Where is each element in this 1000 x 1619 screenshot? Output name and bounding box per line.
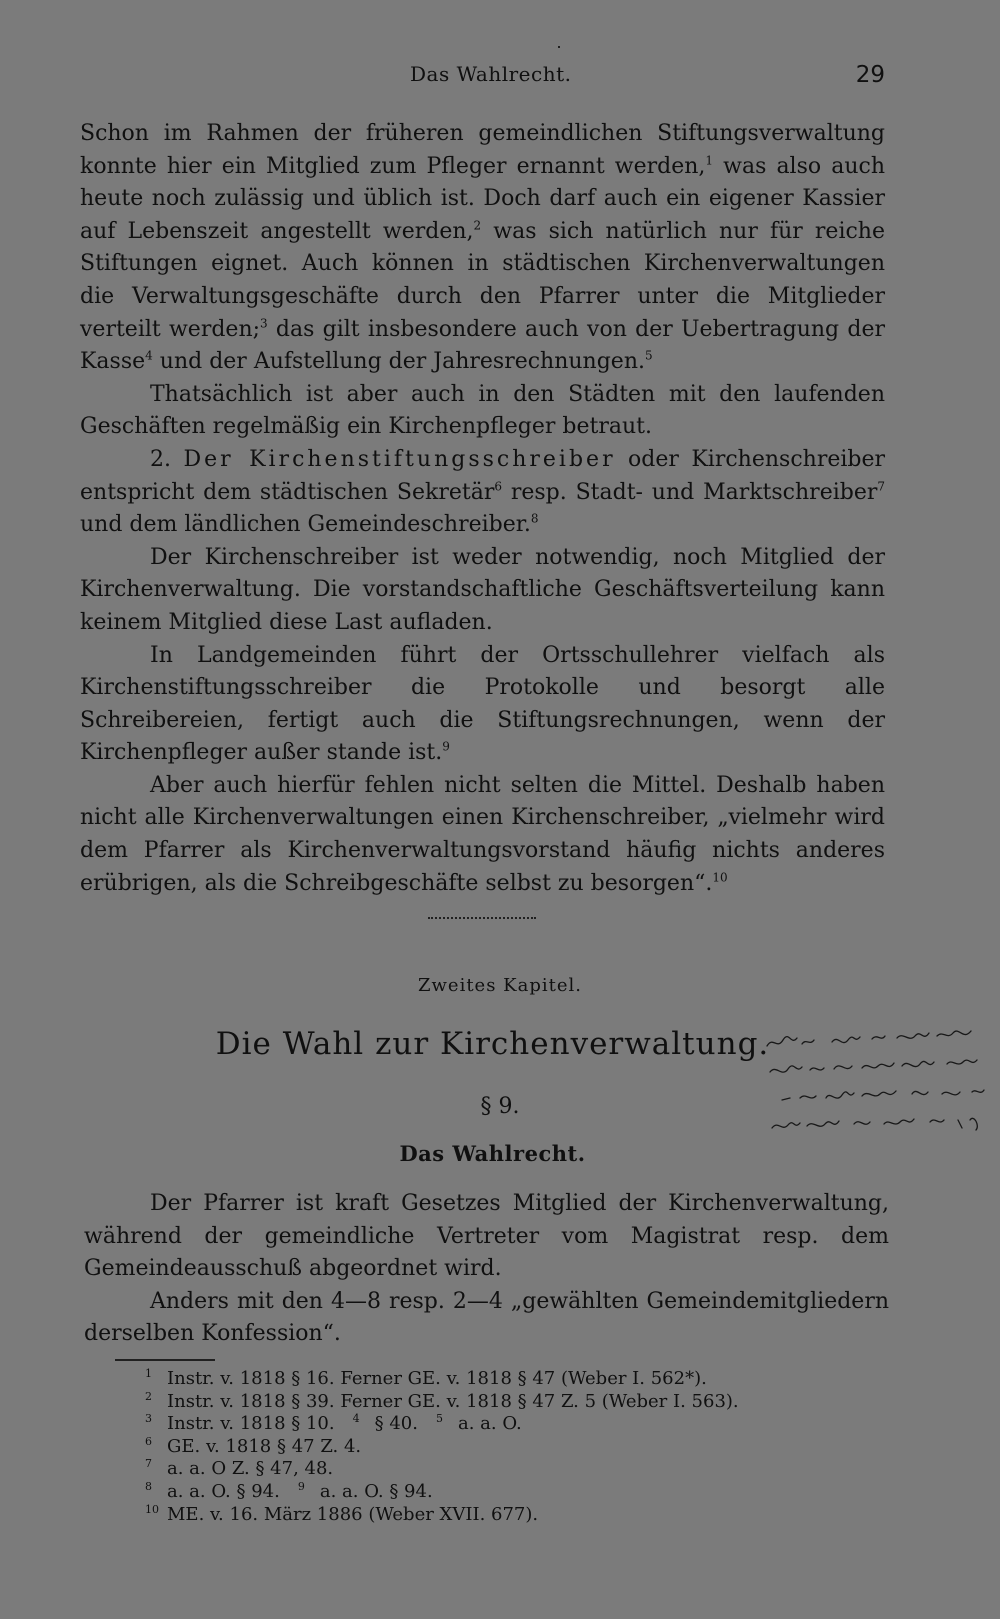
paragraph-7 [84,1188,889,1286]
page-number: 29 [855,62,885,88]
footnote: 7 a. a. O Z. § 47, 48. [145,1457,334,1480]
footnote-ref: 1 [705,153,714,168]
footnote: 6 GE. v. 1818 § 47 Z. 4. [145,1434,362,1457]
text-run: Schon im Rahmen der früheren gemeindlichen Stiftungsverwaltung konnte hier ein Mitglied zum Pfleger ernannt werden, [80,121,885,179]
ink-speck [558,46,560,48]
footnote-text: a. a. O. § 94. [319,1480,433,1502]
footnote: 2 Instr. v. 1818 § 39. Ferner GE. v. 1818 § 47 Z. 5 (Weber I. 563). [145,1389,739,1412]
footnote: 3 Instr. v. 1818 § 10. 4 § 40. 5 a. a. O. [145,1412,522,1435]
footnote-ref: 9 [442,739,450,754]
footnotes [145,1368,905,1526]
footnote-ref: 7 [877,479,886,494]
paragraph-2 [80,379,885,444]
footnote-text: Instr. v. 1818 § 16. Ferner GE. v. 1818 § 47 (Weber I. 562*). [167,1368,707,1389]
footnote-text: § 40. [374,1413,418,1435]
text-run: was also auch heute noch zulässig und üblich ist. Doch darf auch ein eigener Kassier auf Lebenszeit angestellt werden, [80,153,885,244]
paragraph-4 [80,542,885,640]
footnote-ref: 10 [712,870,728,885]
paragraph-6 [80,770,885,900]
running-title: Das Wahlrecht. [410,62,572,86]
section-divider [428,917,536,919]
footnote-ref: 3 [260,316,268,331]
footnote-separator [115,1359,215,1361]
paragraph-title: Das Wahlrecht. [399,1141,586,1166]
text-run: das gilt insbesondere auch von der Uebertragung der Kasse [80,316,885,375]
main-text-top [80,118,885,900]
footnote-ref: 2 [473,218,482,233]
text-run: und der Aufstellung der Jahresrechnungen. [152,349,645,375]
chapter-title: Die Wahl zur Kirchenverwaltung. [215,1026,770,1062]
footnote-ref: 6 [494,479,503,494]
item-number: 2. [150,446,184,472]
footnote-ref: 8 [530,511,539,526]
chapter-label: Zweites Kapitel. [418,975,582,996]
text-run: Thatsächlich ist aber auch in den Städten mit den laufenden Geschäften regelmäßig ein Kirchenpfleger betraut. [80,381,885,440]
paragraph-8 [84,1286,889,1351]
paragraph-5 [80,640,885,770]
footnote-text: a. a. O. [457,1413,522,1435]
text-run: resp. Stadt- und Marktschreiber [502,479,878,505]
footnote-ref: 4 [145,348,153,363]
text-run: Der Kirchenschreiber ist weder notwendig, noch Mitglied der Kirchenverwaltung. Die vorstandschaftliche Geschäftsverteilung kann keinem Mitglied diese Last aufladen. [80,544,885,635]
text-run: Aber auch hierfür fehlen nicht selten die Mittel. Deshalb haben nicht alle Kirchenverwaltungen einen Kirchenschreiber, „vielmehr wird dem Pfarrer als Kirchenverwaltungsvorstand häufig nichts anderes erübrigen, als die Schreibgeschäfte selbst zu besorgen“. [80,772,885,896]
footnote-ref: 5 [645,348,653,363]
footnote-text: Instr. v. 1818 § 10. [167,1413,335,1435]
paragraph-number: § 9. [480,1094,520,1119]
text-run: Der Pfarrer ist kraft Gesetzes Mitglied der Kirchenverwaltung, während der gemeindliche Vertreter vom Magistrat resp. dem Gemeindeausschuß abgeordnet wird. [84,1191,889,1282]
text-run: und dem ländlichen Gemeindeschreiber. [80,512,531,538]
paragraph-3 [80,444,885,542]
footnote-text: a. a. O. § 94. [167,1480,280,1502]
footnote: 1 Instr. v. 1818 § 16. Ferner GE. v. 1818 § 47 (Weber I. 562*). [145,1367,707,1389]
footnote-text: GE. v. 1818 § 47 Z. 4. [167,1435,362,1457]
text-run: Anders mit den 4—8 resp. 2—4 „gewählten Gemeindemitgliedern derselben Konfession“. [84,1288,889,1347]
footnote: 10 ME. v. 16. März 1886 (Weber XVII. 677). [145,1502,539,1525]
page-header [80,62,885,92]
main-text-bottom [84,1188,889,1351]
footnote: 8 a. a. O. § 94. 9 a. a. O. § 94. [145,1479,433,1502]
footnote-text: ME. v. 16. März 1886 (Weber XVII. 677). [167,1503,539,1525]
text-run: oder Kirchenschreiber entspricht dem städtischen Sekretär [80,446,886,505]
text-run: In Landgemeinden führt der Ortsschullehrer vielfach als Kirchenstiftungsschreiber die Protokolle und besorgt alle Schreibereien, fertigt auch die Stiftungsrechnungen, wenn der Kirchenpfleger außer stande ist. [80,642,885,766]
footnote-text: a. a. O Z. § 47, 48. [167,1458,334,1480]
footnote-text: Instr. v. 1818 § 39. Ferner GE. v. 1818 § 47 Z. 5 (Weber I. 563). [167,1390,739,1412]
paragraph-1 [80,118,885,379]
spaced-term: Der Kirchenstiftungsschreiber [183,446,616,472]
text-run: was sich natürlich nur für reiche Stiftungen eignet. Auch können in städtischen Kirchenverwaltungen die Verwaltungsgeschäfte durch den Pfarrer unter die Mitglieder verteilt werden; [80,218,885,342]
